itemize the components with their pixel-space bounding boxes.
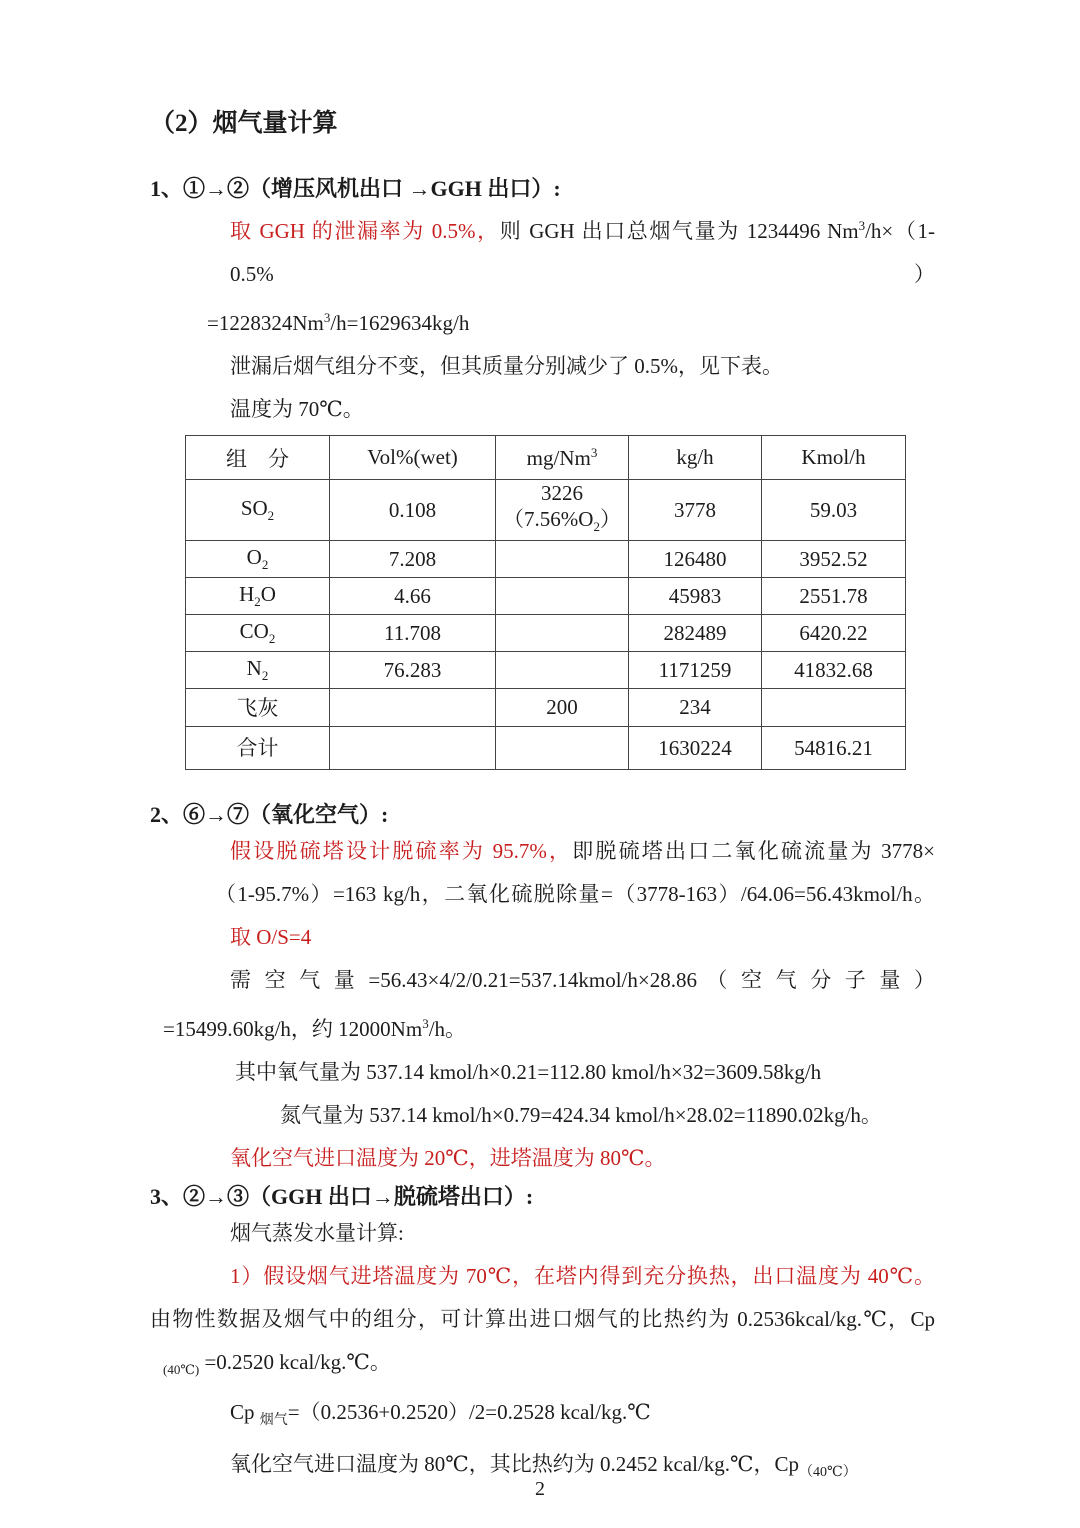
formula-text: H: [239, 582, 255, 607]
oxidation-air-cp-text: 氧化空气进口温度为 80℃，其比热约为 0.2452 kcal/kg.℃，Cp: [230, 1451, 800, 1476]
mg-cell: [496, 652, 629, 689]
cp-fluegas-text-2: =（0.2536+0.2520）/2=0.2528 kcal/kg.℃: [287, 1400, 651, 1425]
leakage-rate-note: 取 GGH 的泄漏率为 0.5%，: [230, 219, 500, 243]
table-row-total: [186, 727, 906, 770]
column-header-component: 组 分: [186, 436, 330, 480]
table-row-flyash: [186, 689, 906, 727]
section2-heading: 2、⑥→⑦（氧化空气）:: [150, 802, 389, 828]
mg-cell: [496, 578, 629, 615]
formula-text: O: [260, 582, 276, 607]
fluegas-subscript: 烟气: [259, 1413, 288, 1429]
vol-cell: [330, 727, 496, 770]
section2-paragraph-4: 需 空 气 量 =56.43×4/2/0.21=537.14kmol/h×28.86 （ 空 气 分 子 量 ）: [230, 968, 935, 993]
page-title: （2）烟气量计算: [150, 110, 338, 137]
mg-line1: 3226: [541, 481, 583, 505]
formula-subscript: 2: [261, 668, 269, 684]
kmol-cell: 6420.22: [762, 615, 906, 652]
kmol-cell: 2551.78: [762, 578, 906, 615]
component-cell: [186, 578, 330, 615]
kmol-cell: [762, 689, 906, 727]
table-row-co2: [186, 615, 906, 652]
mg-cell: [496, 727, 629, 770]
formula-text: CO: [239, 619, 269, 644]
section2-paragraph-1: [150, 830, 935, 873]
component-cell: [186, 480, 330, 541]
section2-paragraph-7: 氮气量为 537.14 kmol/h×0.79=424.34 kmol/h×28.02=11890.02kg/h。: [280, 1103, 882, 1128]
formula-text: SO: [240, 496, 268, 520]
mg-unit-text: mg/Nm: [526, 445, 591, 470]
mg-line2: [496, 506, 628, 540]
formula-subscript: 2: [254, 594, 261, 610]
oxidation-air-temp-note: 氧化空气进口温度为 20℃，进塔温度为 80℃。: [230, 1146, 666, 1171]
table-row-h2o: [186, 578, 906, 615]
section3-paragraph-1: 烟气蒸发水量计算:: [230, 1221, 404, 1246]
desulfurization-rate-note: 假设脱硫塔设计脱硫率为 95.7%，: [230, 839, 573, 864]
section3-paragraph-5: [150, 1391, 935, 1442]
cubic-superscript: 3: [858, 218, 866, 233]
vol-cell: 11.708: [330, 615, 496, 652]
so2-outlet-flow-text: 即脱硫塔出口二氧化硫流量为 3778×: [572, 839, 935, 864]
ggh-outlet-flow-text: 则 GGH 出口总烟气量为 1234496 Nm: [499, 219, 859, 243]
section1-paragraph-2: [150, 296, 935, 345]
mg-cell: [496, 615, 629, 652]
component-cell: [186, 652, 330, 689]
mg-cell: [496, 480, 629, 541]
vol-cell: 4.66: [330, 578, 496, 615]
cubic-superscript: 3: [590, 444, 598, 460]
section2-paragraph-2: （1-95.7%）=163 kg/h，二氧化硫脱除量=（3778-163）/64.06=56.43kmol/h。: [215, 882, 935, 907]
formula-text: N: [246, 656, 262, 681]
kmol-cell: 3952.52: [762, 541, 906, 578]
kg-cell: 126480: [629, 541, 762, 578]
ggh-outlet-flow-text-2: /h×（1-0.5%）: [230, 219, 935, 286]
vol-cell: 7.208: [330, 541, 496, 578]
cp-40c-subscript: (40℃): [163, 1362, 200, 1378]
column-header-kg: kg/h: [629, 436, 762, 480]
column-header-mg: [496, 436, 629, 480]
cubic-superscript: 3: [323, 310, 331, 325]
component-cell: [186, 727, 330, 770]
flue-gas-composition-table: [185, 435, 906, 770]
component-cell: [186, 689, 330, 727]
section1-paragraph-1: [150, 204, 935, 296]
section2-paragraph-6: 其中氧气量为 537.14 kmol/h×0.21=112.80 kmol/h×32=3609.58kg/h: [235, 1060, 822, 1085]
section3-heading: 3、②→③（GGH 出口→脱硫塔出口）:: [150, 1184, 534, 1210]
cubic-superscript: 3: [422, 1016, 429, 1032]
formula-subscript: 2: [593, 519, 600, 535]
vol-cell: [330, 689, 496, 727]
cp-value-text: =0.2520 kcal/kg.℃。: [199, 1350, 391, 1375]
air-mass-text-2: /h。: [428, 1017, 467, 1042]
formula-text: ）: [599, 507, 621, 531]
kmol-cell: 59.03: [762, 480, 906, 541]
formula-subscript: 2: [267, 508, 275, 524]
section1-heading: 1、①→②（增压风机出口 →GGH 出口）:: [150, 176, 561, 201]
kmol-cell: 41832.68: [762, 652, 906, 689]
kg-cell: 45983: [629, 578, 762, 615]
section1-paragraph-4: 温度为 70℃。: [230, 397, 364, 421]
cp-fluegas-text: Cp: [230, 1400, 260, 1425]
formula-text: （7.56%O: [503, 507, 594, 531]
tower-temp-assumption-note: 1）假设烟气进塔温度为 70℃，在塔内得到充分换热，出口温度为 40℃。: [230, 1264, 935, 1289]
air-mass-text: =15499.60kg/h，约 12000Nm: [163, 1017, 423, 1042]
component-cell: [186, 541, 330, 578]
formula-text: O: [246, 545, 262, 570]
table-row-o2: [186, 541, 906, 578]
formula-subscript: 2: [268, 631, 276, 647]
os-ratio-note: 取 O/S=4: [230, 925, 312, 950]
mg-cell: 200: [496, 689, 629, 727]
flow-result-text: =1228324Nm: [207, 311, 324, 335]
section2-paragraph-5: [150, 1002, 935, 1051]
vol-cell: 76.283: [330, 652, 496, 689]
vol-cell: 0.108: [330, 480, 496, 541]
section1-paragraph-3: 泄漏后烟气组分不变，但其质量分别减少了 0.5%，见下表。: [230, 354, 783, 378]
table-row-n2: [186, 652, 906, 689]
kg-cell: 1630224: [629, 727, 762, 770]
component-cell: [186, 615, 330, 652]
section3-paragraph-3: 由物性数据及烟气中的组分，可计算出进口烟气的比热约为 0.2536kcal/kg.℃，Cp: [150, 1307, 935, 1332]
formula-text: 合计: [236, 736, 279, 761]
column-header-kmol: Kmol/h: [762, 436, 906, 480]
kg-cell: 234: [629, 689, 762, 727]
cp-40c-subscript: （40℃）: [799, 1464, 857, 1480]
kg-cell: 1171259: [629, 652, 762, 689]
section3-paragraph-4: [150, 1341, 935, 1391]
kg-cell: 3778: [629, 480, 762, 541]
kg-cell: 282489: [629, 615, 762, 652]
kmol-cell: 54816.21: [762, 727, 906, 770]
formula-subscript: 2: [261, 557, 269, 573]
flow-result-text-2: /h=1629634kg/h: [330, 311, 470, 335]
column-header-vol: Vol%(wet): [330, 436, 496, 480]
table-row-so2: [186, 480, 906, 541]
mg-cell: [496, 541, 629, 578]
table-header-row: [186, 436, 906, 480]
formula-text: 飞灰: [236, 695, 279, 720]
page-number: 2: [535, 1478, 545, 1500]
